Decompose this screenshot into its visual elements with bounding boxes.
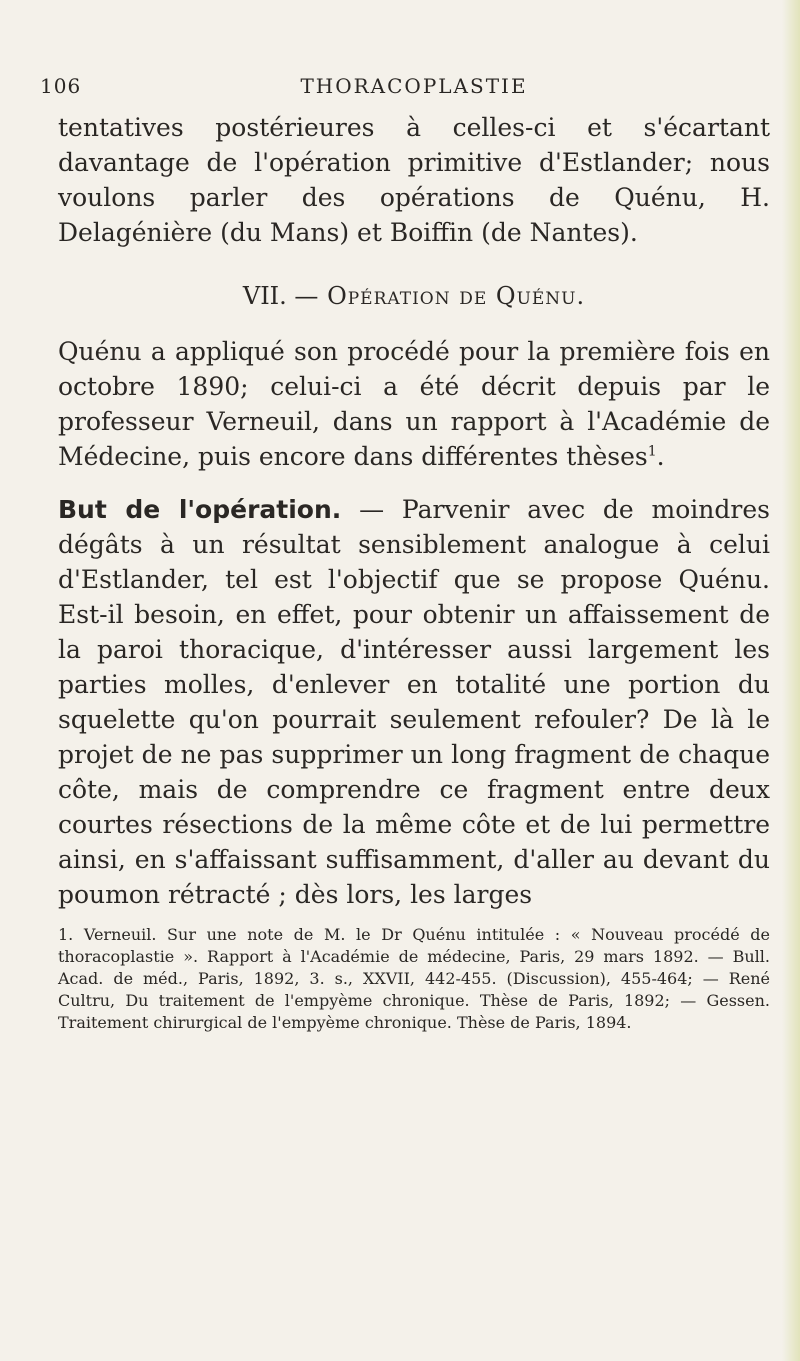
paragraph-1 [58, 334, 770, 474]
page-number: 106 [40, 74, 82, 98]
paragraph-2-text: — Parvenir avec de moindres dégâts à un résultat sensiblement analogue à celui d'Estlander, tel est l'objectif que se propose Quénu. Est-il besoin, en effet, pour obtenir un affaissement de la paroi thoracique, d'intéresser aussi largement les parties molles, d'enlever en totalité une portion du squelette qu'on pourrait seulement refouler? De là le projet de ne pas supprimer un long fragment de chaque côte, mais de comprendre ce fragment entre deux courtes résections de la même côte et de lui permettre ainsi, en s'affaissant suffisamment, d'aller au devant du poumon rétracté ; dès lors, les larges [58, 495, 770, 909]
section-heading [58, 282, 770, 310]
footnote-reference: 1 [647, 443, 657, 460]
document-page [40, 70, 770, 1034]
paragraph-1-end: . [656, 442, 665, 471]
header-title: THORACOPLASTIE [300, 74, 528, 98]
paragraph-2 [58, 492, 770, 912]
footnotes [58, 924, 770, 1034]
footnote-1: 1. Verneuil. Sur une note de M. le Dr Quénu intitulée : « Nouveau procédé de thoracoplastie ». Rapport à l'Académie de médecine, Paris, 29 mars 1892. — Bull. Acad. de méd., Paris, 1892, 3. s., XXVII, 442-455. (Discussion), 455-464; — René Cultru, Du traitement de l'empyème chronique. Thèse de Paris, 1892; — Gessen. Traitement chirurgical de l'empyème chronique. Thèse de Paris, 1894. [58, 925, 770, 1032]
page-edge-shadow [782, 0, 800, 1361]
paragraph-1-text: Quénu a appliqué son procédé pour la première fois en octobre 1890; celui-ci a été décrit depuis par le professeur Verneuil, dans un rapport à l'Académie de Médecine, puis encore dans différentes thèses [58, 337, 770, 471]
intro-paragraph: tentatives postérieures à celles-ci et s'écartant davantage de l'opération primitive d'Estlander; nous voulons parler des opérations de Quénu, H. Delagénière (du Mans) et Boiffin (de Nantes). [58, 113, 770, 247]
section-number: VII. — [242, 282, 319, 310]
paragraph-2-lead: But de l'opération. [58, 495, 342, 524]
section-title: Opération de Quénu. [327, 282, 586, 310]
running-head [40, 70, 770, 104]
